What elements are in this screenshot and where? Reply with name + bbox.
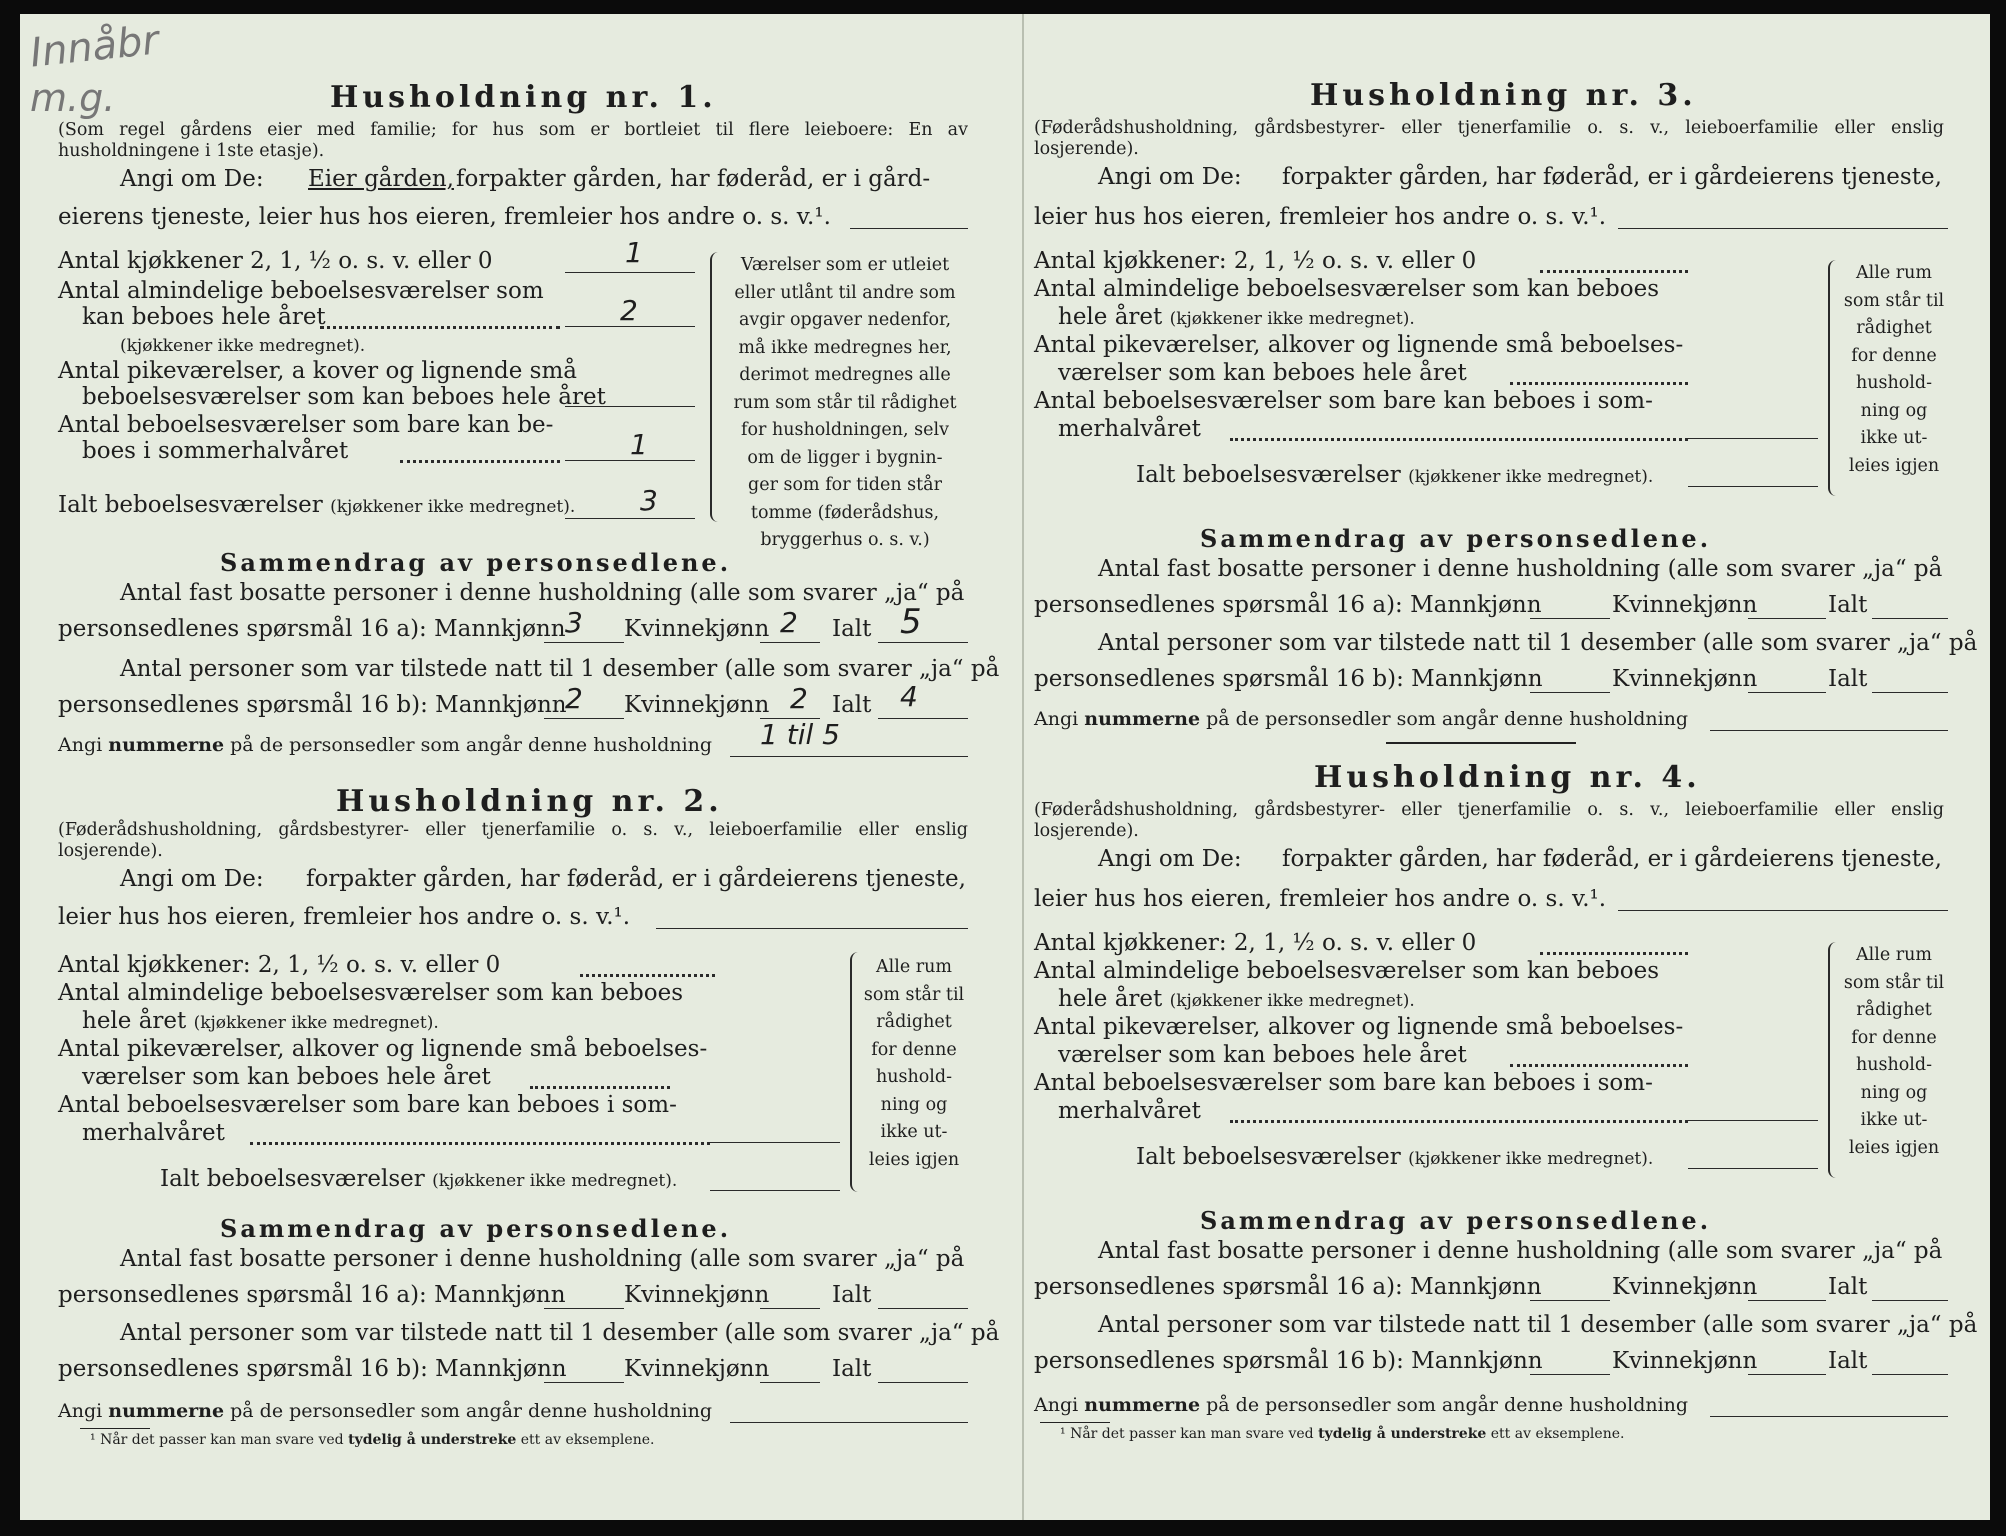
angi-label: Angi om De: xyxy=(1098,164,1242,190)
maid-dots xyxy=(1510,382,1688,385)
pres-female-value: 2 xyxy=(790,682,808,715)
pres-total-label: Ialt xyxy=(1828,666,1868,692)
pres-total-line xyxy=(878,718,968,719)
pres-female-label: Kvinnekjønn xyxy=(624,692,770,718)
kitchens-label: Antal kjøkkener 2, 1, ½ o. s. v. eller 0 xyxy=(58,248,493,274)
summer-label-a: Antal beboelsesværelser som bare kan beboes i som- xyxy=(1034,388,1653,414)
res-female-label: Kvinnekjønn xyxy=(1612,592,1758,618)
section-divider xyxy=(1386,742,1576,744)
numbers-line xyxy=(1710,1416,1948,1417)
pres-female-line xyxy=(760,1382,820,1383)
resident-label-a: Antal fast bosatte personer i denne husholdning (alle som svarer „ja“ på xyxy=(120,1246,965,1272)
pres-female-label: Kvinnekjønn xyxy=(1612,1348,1758,1374)
total-text: Ialt beboelsesværelser xyxy=(58,492,323,518)
kitchens-dots xyxy=(1540,952,1688,955)
maid-dots xyxy=(1510,1064,1688,1067)
summer-label-b: boes i sommerhalvåret xyxy=(82,438,349,464)
summer-label-b: merhalvåret xyxy=(82,1120,225,1146)
summary-title: Sammendrag av personsedlene. xyxy=(220,548,732,577)
rooms-label-b: hele året (kjøkkener ikke medregnet). xyxy=(82,1008,439,1034)
summary-title: Sammendrag av personsedlene. xyxy=(1200,524,1712,553)
summary-title: Sammendrag av personsedlene. xyxy=(220,1214,732,1243)
summer-line xyxy=(1688,438,1818,439)
kitchens-label: Antal kjøkkener: 2, 1, ½ o. s. v. eller 0 xyxy=(1034,930,1477,956)
maid-line xyxy=(565,406,695,407)
pres-total-line xyxy=(1872,692,1948,693)
angi-options-2: leier hus hos eieren, fremleier hos andre o. s. v.¹. xyxy=(1034,204,1607,230)
res-female-line xyxy=(760,642,820,643)
present-label-a: Antal personer som var tilstede natt til 1 desember (alle som svarer „ja“ på xyxy=(120,656,1000,682)
pres-total-label: Ialt xyxy=(1828,1348,1868,1374)
kitchens-label: Antal kjøkkener: 2, 1, ½ o. s. v. eller 0 xyxy=(1034,248,1477,274)
numbers-label: Angi nummerne på de personsedler som angår denne husholdning xyxy=(58,1400,713,1422)
angi-options-2: leier hus hos eieren, fremleier hos andre o. s. v.¹. xyxy=(1034,886,1607,912)
summer-dots xyxy=(1230,1120,1688,1123)
rooms-label-b: hele året (kjøkkener ikke medregnet). xyxy=(1058,986,1415,1012)
pres-male-line xyxy=(544,718,624,719)
res-total-label: Ialt xyxy=(832,1282,872,1308)
total-label xyxy=(58,492,575,518)
pres-male-line xyxy=(1530,692,1610,693)
maid-label-b: beboelsesværelser som kan beboes hele året xyxy=(82,384,606,410)
res-total-line xyxy=(1872,618,1948,619)
maid-label-b: værelser som kan beboes hele året xyxy=(1058,360,1467,386)
kitchens-value: 1 xyxy=(625,236,643,269)
pencil-annotation-2: m.g. xyxy=(30,76,116,120)
pres-female-line xyxy=(1748,1374,1826,1375)
kitchens-dots xyxy=(580,974,715,977)
maid-dots xyxy=(530,1086,670,1089)
summary-title: Sammendrag av personsedlene. xyxy=(1200,1206,1712,1235)
angi-options: forpakter gården, har føderåd, er i gård- xyxy=(456,166,931,192)
household-2-note: (Føderådshusholdning, gårdsbestyrer- eller tjenerfamilie o. s. v., leieboerfamilie eller enslig losjerende). xyxy=(58,820,968,861)
kitchens-label: Antal kjøkkener: 2, 1, ½ o. s. v. eller 0 xyxy=(58,952,501,978)
res-female-value: 2 xyxy=(780,606,798,639)
res-male-line xyxy=(544,1308,624,1309)
numbers-value: 1 til 5 xyxy=(760,718,840,751)
total-label: Ialt beboelsesværelser (kjøkkener ikke medregnet). xyxy=(1136,462,1654,488)
summer-label-a: Antal beboelsesværelser som bare kan beboes i som- xyxy=(1034,1070,1653,1096)
maid-label-b: værelser som kan beboes hele året xyxy=(1058,1042,1467,1068)
pres-female-label: Kvinnekjønn xyxy=(624,1356,770,1382)
summer-line xyxy=(1688,1120,1818,1121)
res-male-line xyxy=(544,642,624,643)
summer-label-b: merhalvåret xyxy=(1058,416,1201,442)
rooms-label-a: Antal almindelige beboelsesværelser som kan beboes xyxy=(1034,958,1660,984)
present-label-b: personsedlenes spørsmål 16 b): Mannkjønn xyxy=(1034,666,1543,692)
total-line xyxy=(710,1190,840,1191)
summer-label-a: Antal beboelsesværelser som bare kan beboes i som- xyxy=(58,1092,677,1118)
angi-label: Angi om De: xyxy=(120,866,264,892)
summer-dots xyxy=(250,1142,710,1145)
rooms-label-b: kan beboes hele året xyxy=(82,304,326,330)
angi-label: Angi om De: xyxy=(1098,846,1242,872)
maid-label-a: Antal pikeværelser, a kover og lignende små xyxy=(58,358,577,384)
resident-label-a: Antal fast bosatte personer i denne husholdning (alle som svarer „ja“ på xyxy=(1098,1238,1943,1264)
resident-label-b: personsedlenes spørsmål 16 a): Mannkjønn xyxy=(1034,592,1542,618)
summer-label-a: Antal beboelsesværelser som bare kan be- xyxy=(58,412,554,438)
numbers-line xyxy=(730,1422,968,1423)
resident-label-b: personsedlenes spørsmål 16 a): Mannkjønn xyxy=(58,616,566,642)
resident-label-b: personsedlenes spørsmål 16 a): Mannkjønn xyxy=(1034,1274,1542,1300)
answer-line xyxy=(656,928,968,929)
answer-line xyxy=(850,228,968,229)
rooms-label-a: Antal almindelige beboelsesværelser som kan beboes xyxy=(1034,276,1660,302)
rooms-value: 2 xyxy=(620,294,638,327)
summer-line xyxy=(710,1142,840,1143)
pres-female-label: Kvinnekjønn xyxy=(1612,666,1758,692)
resident-label-a: Antal fast bosatte personer i denne husholdning (alle som svarer „ja“ på xyxy=(1098,556,1943,582)
answer-line xyxy=(1618,910,1948,911)
maid-label-b: værelser som kan beboes hele året xyxy=(82,1064,491,1090)
present-label-a: Antal personer som var tilstede natt til 1 desember (alle som svarer „ja“ på xyxy=(1098,1312,1978,1338)
pres-total-line xyxy=(878,1382,968,1383)
footnote-rule xyxy=(1040,1422,1110,1423)
present-label-a: Antal personer som var tilstede natt til 1 desember (alle som svarer „ja“ på xyxy=(120,1320,1000,1346)
angi-options: forpakter gården, har føderåd, er i gårdeierens tjeneste, xyxy=(306,866,966,892)
maid-label-a: Antal pikeværelser, alkover og lignende små beboelses- xyxy=(1034,1014,1684,1040)
pres-total-label: Ialt xyxy=(832,1356,872,1382)
res-total-line xyxy=(878,642,968,643)
res-total-label: Ialt xyxy=(1828,1274,1868,1300)
rooms-label-b: hele året (kjøkkener ikke medregnet). xyxy=(1058,304,1415,330)
summer-dots xyxy=(1230,438,1688,441)
numbers-line xyxy=(1710,730,1948,731)
pres-total-line xyxy=(1872,1374,1948,1375)
pres-male-line xyxy=(544,1382,624,1383)
maid-label-a: Antal pikeværelser, alkover og lignende små beboelses- xyxy=(58,1036,708,1062)
kitchens-line xyxy=(565,272,695,273)
resident-label-a: Antal fast bosatte personer i denne husholdning (alle som svarer „ja“ på xyxy=(120,580,965,606)
res-male-line xyxy=(1530,618,1610,619)
kitchens-dots xyxy=(1540,270,1688,273)
summer-dots xyxy=(400,460,560,463)
present-label-b: personsedlenes spørsmål 16 b): Mannkjønn xyxy=(58,1356,567,1382)
household-4-title: Husholdning nr. 4. xyxy=(1314,760,1701,795)
total-line xyxy=(1688,486,1818,487)
angi-label: Angi om De: xyxy=(120,166,264,192)
side-note: Værelser som er utleiet eller utlånt til andre som avgir opgaver nedenfor, må ikke medregnes her, derimot medregnes alle rum som står til rådighet for husholdningen, selv om de ligger i bygnin- ger som for tiden står tomme (føderådshus, bryggerhus o. s. v.) xyxy=(733,255,957,550)
rooms-label-a: Antal almindelige beboelsesværelser som kan beboes xyxy=(58,980,684,1006)
angi-options: forpakter gården, har føderåd, er i gårdeierens tjeneste, xyxy=(1282,164,1942,190)
rooms-label-a: Antal almindelige beboelsesværelser som xyxy=(58,278,544,304)
household-2-title: Husholdning nr. 2. xyxy=(336,784,723,819)
res-female-label: Kvinnekjønn xyxy=(624,616,770,642)
numbers-label: Angi nummerne på de personsedler som angår denne husholdning xyxy=(1034,1394,1689,1416)
res-male-value: 3 xyxy=(565,606,583,639)
pres-total-value: 4 xyxy=(900,680,918,713)
pres-male-line xyxy=(1530,1374,1610,1375)
summer-label-b: merhalvåret xyxy=(1058,1098,1201,1124)
pres-male-value: 2 xyxy=(565,682,583,715)
total-line xyxy=(565,518,695,519)
footnote: ¹ Når det passer kan man svare ved tydelig å understreke ett av eksemplene. xyxy=(90,1432,655,1448)
present-label-a: Antal personer som var tilstede natt til 1 desember (alle som svarer „ja“ på xyxy=(1098,630,1978,656)
res-male-line xyxy=(1530,1300,1610,1301)
res-total-value: 5 xyxy=(900,602,922,642)
total-label: Ialt beboelsesværelser (kjøkkener ikke medregnet). xyxy=(160,1166,678,1192)
summer-value: 1 xyxy=(630,428,648,461)
angi-options-2: eierens tjeneste, leier hus hos eieren, fremleier hos andre o. s. v.¹. xyxy=(58,204,831,230)
resident-label-b: personsedlenes spørsmål 16 a): Mannkjønn xyxy=(58,1282,566,1308)
numbers-line xyxy=(730,756,968,757)
pres-female-line xyxy=(1748,692,1826,693)
numbers-label: Angi nummerne på de personsedler som angår denne husholdning xyxy=(58,734,713,756)
footnote: ¹ Når det passer kan man svare ved tydelig å understreke ett av eksemplene. xyxy=(1060,1426,1625,1442)
res-female-label: Kvinnekjønn xyxy=(624,1282,770,1308)
side-note: Alle rum som står til rådighet for denne hushold- ning og ikke ut- leies igjen xyxy=(1843,945,1945,1158)
angi-options-2: leier hus hos eieren, fremleier hos andre o. s. v.¹. xyxy=(58,904,631,930)
present-label-b: personsedlenes spørsmål 16 b): Mannkjønn xyxy=(58,692,567,718)
res-total-label: Ialt xyxy=(1828,592,1868,618)
household-1-note: (Som regel gårdens eier med familie; for hus som er bortleiet til flere leieboere: En av husholdningene i 1ste etasje). xyxy=(58,120,968,161)
household-4-note: (Føderådshusholdning, gårdsbestyrer- eller tjenerfamilie o. s. v., leieboerfamilie eller enslig losjerende). xyxy=(1034,800,1944,841)
res-female-label: Kvinnekjønn xyxy=(1612,1274,1758,1300)
total-note: (kjøkkener ikke medregnet). xyxy=(330,497,576,517)
total-line xyxy=(1688,1168,1818,1169)
census-form-scan xyxy=(20,14,1990,1520)
res-female-line xyxy=(1748,618,1826,619)
rooms-label-c: (kjøkkener ikke medregnet). xyxy=(120,336,366,356)
household-3-note: (Føderådshusholdning, gårdsbestyrer- eller tjenerfamilie o. s. v., leieboerfamilie eller enslig losjerende). xyxy=(1034,118,1944,159)
pencil-annotation-1: Innåbr xyxy=(27,17,161,77)
rooms-dots xyxy=(320,326,560,329)
angi-options: forpakter gården, har føderåd, er i gårdeierens tjeneste, xyxy=(1282,846,1942,872)
maid-label-a: Antal pikeværelser, alkover og lignende små beboelses- xyxy=(1034,332,1684,358)
footnote-rule xyxy=(80,1428,150,1429)
answer-line xyxy=(1618,228,1948,229)
household-1-title: Husholdning nr. 1. xyxy=(330,80,717,115)
res-total-line xyxy=(878,1308,968,1309)
page-fold xyxy=(1022,14,1024,1520)
angi-owner-underlined: Eier gården, xyxy=(308,166,454,192)
res-female-line xyxy=(1748,1300,1826,1301)
res-female-line xyxy=(760,1308,820,1309)
res-total-label: Ialt xyxy=(832,616,872,642)
total-label: Ialt beboelsesværelser (kjøkkener ikke medregnet). xyxy=(1136,1144,1654,1170)
pres-total-label: Ialt xyxy=(832,692,872,718)
side-note: Alle rum som står til rådighet for denne hushold- ning og ikke ut- leies igjen xyxy=(863,957,965,1170)
household-3-title: Husholdning nr. 3. xyxy=(1310,78,1697,113)
res-total-line xyxy=(1872,1300,1948,1301)
total-value: 3 xyxy=(640,484,658,517)
present-label-b: personsedlenes spørsmål 16 b): Mannkjønn xyxy=(1034,1348,1543,1374)
numbers-label: Angi nummerne på de personsedler som angår denne husholdning xyxy=(1034,708,1689,730)
side-note: Alle rum som står til rådighet for denne hushold- ning og ikke ut- leies igjen xyxy=(1843,263,1945,476)
